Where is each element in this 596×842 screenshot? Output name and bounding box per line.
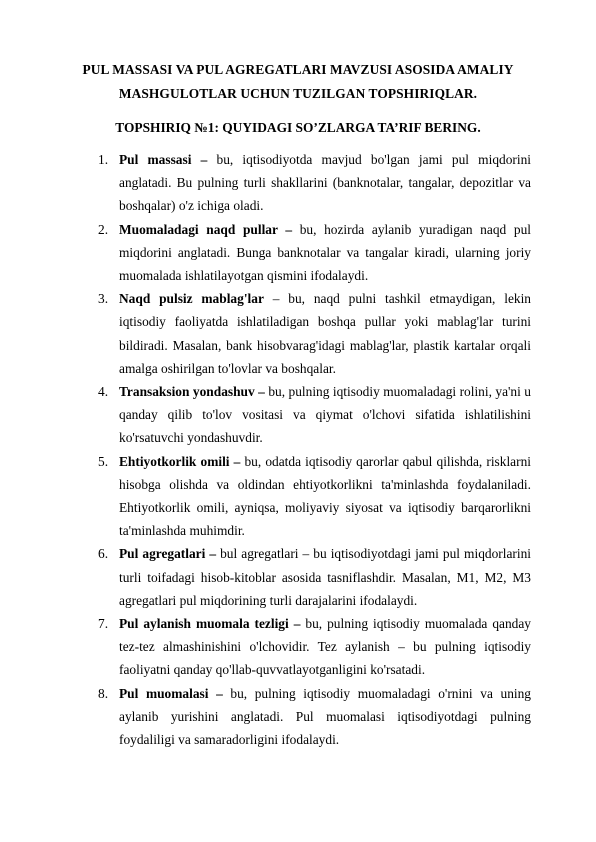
definition-text: bu, pulning iqtisodiy muomalada qanday tez-tez almashinishini o'lchovidir. Tez aylanish – bu pulning iqtisodiy faoliyatni qanday qo'llab-quvvatlayotganligini ko'rsatadi. bbox=[119, 616, 531, 678]
definition-item-5 bbox=[88, 450, 531, 543]
definition-term: Pul massasi – bbox=[119, 152, 208, 167]
definition-item-6 bbox=[88, 542, 531, 612]
document-title-line-2: MASHGULOTLAR UCHUN TUZILGAN TOPSHIRIQLAR. bbox=[118, 86, 478, 101]
definition-item-7 bbox=[88, 612, 531, 682]
definition-number: 1. bbox=[98, 152, 109, 167]
definition-text: bul agregatlari – bu iqtisodiyotdagi jami pul miqdorlarini turli toifadagi hisob-kitoblar asosida tasniflashdir. Masalan, M1, M2, M3 agregatlari pul miqdorining turli darajalarini ifodalaydi. bbox=[119, 546, 531, 608]
document-title-line-1: PUL MASSASI VA PUL AGREGATLARI MAVZUSI ASOSIDA AMALIY bbox=[82, 62, 514, 77]
definition-text: bu, pulning iqtisodiy muomaladagi o'rnini va uning aylanib yurishini anglatadi. Pul muomalasi iqtisodiyotdagi pulning foydaliligi va samaradorligini ifodalaydi. bbox=[119, 685, 531, 748]
definition-number: 7. bbox=[98, 616, 109, 632]
definition-term: Pul muomalasi – bbox=[119, 685, 223, 701]
definition-item-2 bbox=[88, 218, 531, 288]
definitions-list bbox=[88, 148, 531, 751]
definition-text: bu, hozirda aylanib yuradigan naqd pul miqdorini anglatadi. Bunga banknotalar va tangalar kiradi, ularning joriy muomalada ishlatilayotgan qismini ifodalaydi. bbox=[119, 221, 531, 284]
definition-number: 6. bbox=[98, 546, 109, 562]
definition-text: – bu, naqd pulni tashkil etmaydigan, lekin iqtisodiy faoliyatda ishlatiladigan boshqa pullar yoki mablag'lar turini bildiradi. Masalan, bank hisobvarag'idagi mablag'lar, plastik kartalar orqali amalga oshirilgan to'lovlar va boshqalar. bbox=[119, 291, 531, 376]
definition-text: bu, iqtisodiyotda mavjud bo'lgan jami pul miqdorini anglatadi. Bu pulning turli shakllarini (banknotalar, tangalar, depozitlar va boshqalar) o'z ichiga oladi. bbox=[119, 152, 531, 214]
definition-term: Pul aylanish muomala tezligi – bbox=[119, 616, 301, 632]
definition-term: Muomaladagi naqd pullar – bbox=[119, 221, 293, 237]
definition-item-1 bbox=[88, 148, 531, 218]
definition-term: Transaksion yondashuv – bbox=[119, 384, 265, 400]
definition-term: Ehtiyotkorlik omili – bbox=[119, 453, 241, 469]
definition-number: 3. bbox=[98, 291, 109, 307]
definition-item-8 bbox=[88, 682, 531, 752]
definition-item-4 bbox=[88, 380, 531, 450]
document-title bbox=[60, 58, 536, 106]
definition-number: 2. bbox=[98, 221, 109, 237]
definition-term: Pul agregatlari – bbox=[119, 546, 217, 562]
definition-number: 8. bbox=[98, 685, 109, 701]
task-heading: TOPSHIRIQ №1: QUYIDAGI SO’ZLARGA TA’RIF BERING. bbox=[115, 120, 481, 135]
definition-text: bu, odatda iqtisodiy qarorlar qabul qilishda, risklarni hisobga olishda va oldindan ehtiyotkorlikni ta'minlashda foydalaniladi. Ehtiyotkorlik omili, ayniqsa, moliyaviy siyosat va iqtisodiy barqarorlikni ta'minlashda muhimdir. bbox=[119, 453, 531, 539]
definition-text: bu, pulning iqtisodiy muomaladagi rolini, ya'ni u qanday qilib to'lov vositasi va qiymat o'lchovi sifatida ishlatilishini ko'rsatuvchi yondashuvdir. bbox=[119, 384, 532, 446]
definition-term: Naqd pulsiz mablag'lar bbox=[119, 291, 264, 307]
definition-number: 5. bbox=[98, 453, 109, 469]
definition-number: 4. bbox=[98, 384, 109, 400]
definition-item-3 bbox=[88, 287, 531, 380]
